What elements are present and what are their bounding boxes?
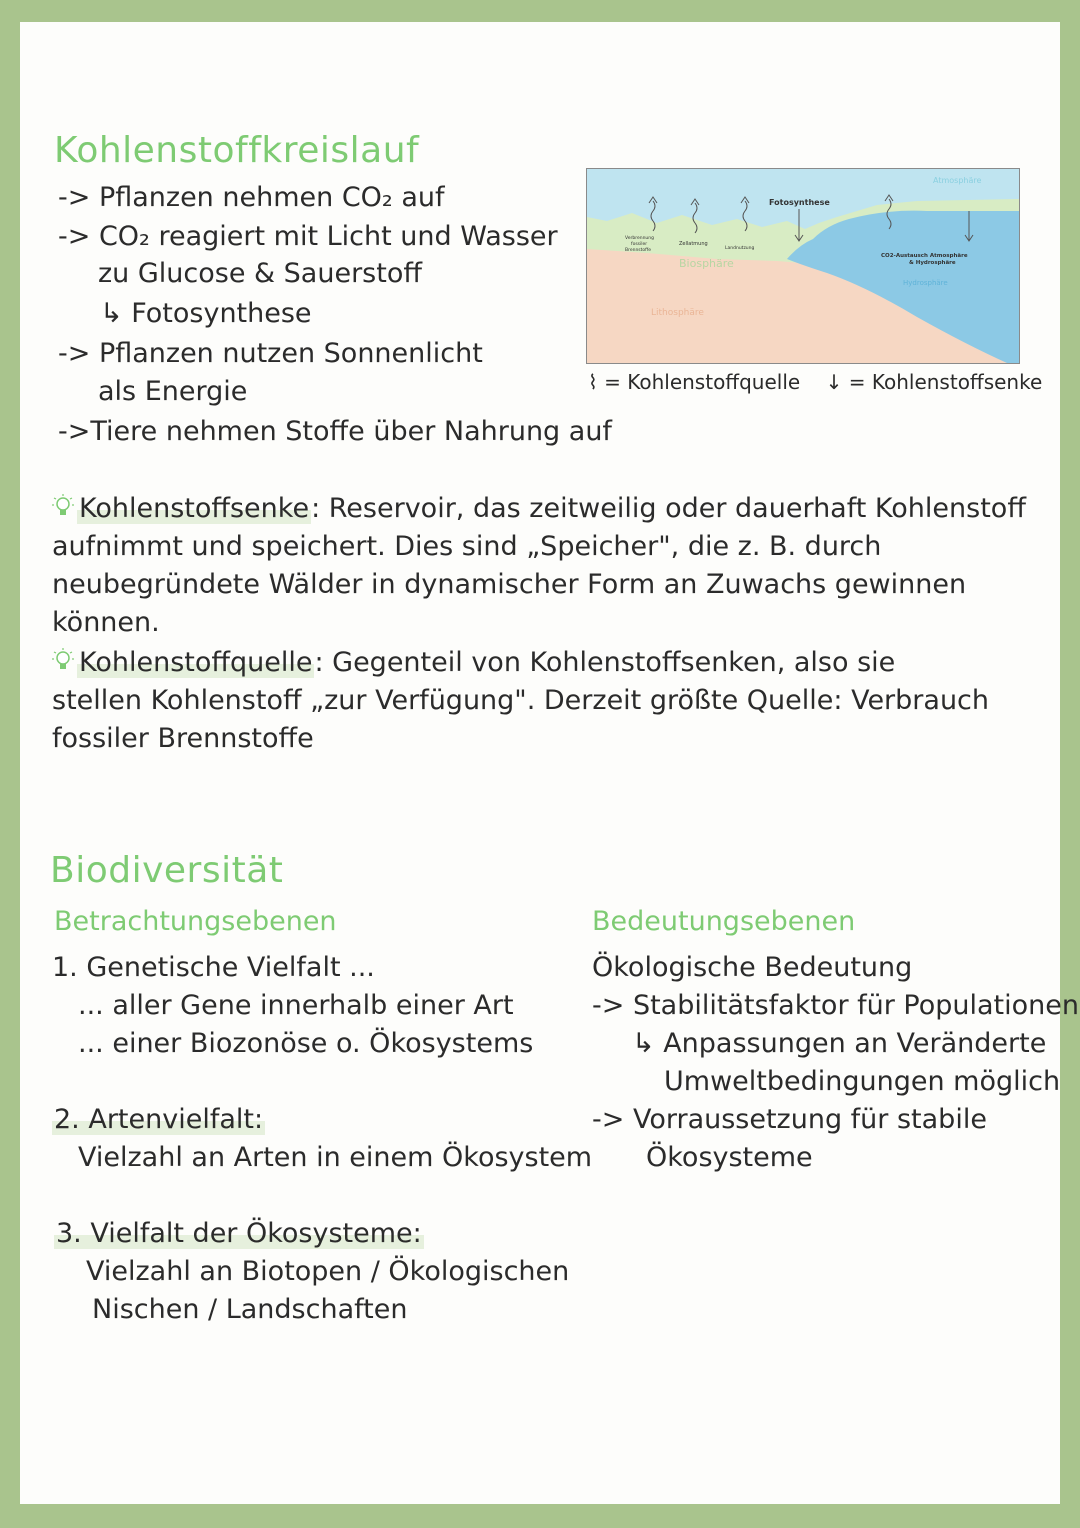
prerequisite: -> Vorraussetzung für stabile — [592, 1104, 987, 1135]
ecological-significance: Ökologische Bedeutung — [592, 952, 913, 983]
label-biosphere: Biosphäre — [679, 257, 734, 270]
sink-legend-icon: ↓ — [825, 370, 843, 394]
source-legend-icon: ⌇ — [588, 370, 598, 394]
source-definition — [52, 644, 992, 758]
label-lithosphere: Lithosphäre — [651, 308, 704, 318]
source-term: Kohlenstoffquelle — [79, 647, 313, 678]
sink-term: Kohlenstoffsenke — [79, 493, 310, 524]
bullet-2-cont: zu Glucose & Sauerstoff — [98, 258, 422, 289]
ecosystem-diversity-label: 3. Vielfalt der Ökosysteme: — [56, 1218, 422, 1249]
lightbulb-icon — [52, 493, 74, 519]
label-photosynthesis: Fotosynthese — [769, 198, 830, 207]
species-diversity-label: 2. Artenvielfalt: — [54, 1104, 264, 1135]
notebook-page — [20, 22, 1080, 1504]
bullet-2-sub: ↳ Fotosynthese — [100, 298, 312, 329]
label-atmosphere: Atmosphäre — [933, 176, 982, 185]
source-legend-label: = Kohlenstoffquelle — [604, 370, 801, 394]
adaptations: ↳ Anpassungen an Veränderte — [632, 1028, 1047, 1059]
bullet-3: -> Pflanzen nutzen Sonnenlicht — [58, 338, 483, 369]
significance-levels-heading: Bedeutungsebenen — [592, 906, 856, 937]
label-hydrosphere: Hydrosphäre — [903, 279, 948, 287]
label-land-use: Landnutzung — [725, 246, 755, 251]
sink-definition — [52, 490, 1042, 642]
ecosystem-diversity-1: Vielzahl an Biotopen / Ökologischen — [86, 1256, 570, 1287]
genetic-diversity: 1. Genetische Vielfalt ... — [52, 952, 375, 983]
bullet-4: ->Tiere nehmen Stoffe über Nahrung auf — [58, 416, 612, 447]
genetic-diversity-1: ... aller Gene innerhalb einer Art — [78, 990, 514, 1021]
species-diversity-text: Vielzahl an Arten in einem Ökosystem — [78, 1142, 593, 1173]
species-diversity — [52, 1104, 265, 1135]
carbon-cycle-title: Kohlenstoffkreislauf — [54, 130, 420, 171]
label-cell-respiration: Zellatmung — [679, 241, 708, 247]
sink-legend-label: = Kohlenstoffsenke — [848, 370, 1043, 394]
observation-levels-heading: Betrachtungsebenen — [54, 906, 337, 937]
bullet-2: -> CO₂ reagiert mit Licht und Wasser — [58, 221, 558, 252]
adaptations-cont: Umweltbedingungen möglich — [664, 1066, 1061, 1097]
ecosystem-diversity — [54, 1218, 424, 1249]
label-exchange-1: CO2-Austausch Atmosphäre — [881, 253, 968, 259]
label-burning-3: Brennstoffe — [625, 248, 652, 253]
label-exchange-2: & Hydrosphäre — [909, 260, 956, 266]
prerequisite-cont: Ökosysteme — [646, 1142, 813, 1173]
sink-text: : Reservoir, das zeitweilig oder dauerhaft Kohlenstoff aufnimmt und speichert. Dies sind „Speicher", die z. B. durch neubegründete Wälder in dynamischer Form an Zuwachs gewinnen können. — [52, 493, 1026, 638]
biodiversity-title: Biodiversität — [50, 850, 284, 891]
source-text: : Gegenteil von Kohlenstoffsenken, also sie stellen Kohlenstoff „zur Verfügung". Derzeit größte Quelle: Verbrauch fossiler Brennstoffe — [52, 647, 990, 754]
diagram-legend — [588, 370, 1042, 394]
lightbulb-icon — [52, 647, 74, 673]
genetic-diversity-2: ... einer Biozonöse o. Ökosystems — [78, 1028, 534, 1059]
label-burning-2: fossiler — [631, 242, 648, 247]
bullet-3-cont: als Energie — [98, 376, 248, 407]
stability-factor: -> Stabilitätsfaktor für Populationen — [592, 990, 1080, 1021]
label-burning-1: Verbrennung — [625, 236, 654, 241]
ecosystem-diversity-2: Nischen / Landschaften — [92, 1294, 408, 1325]
carbon-cycle-diagram — [586, 168, 1020, 364]
bullet-1: -> Pflanzen nehmen CO₂ auf — [58, 182, 445, 213]
